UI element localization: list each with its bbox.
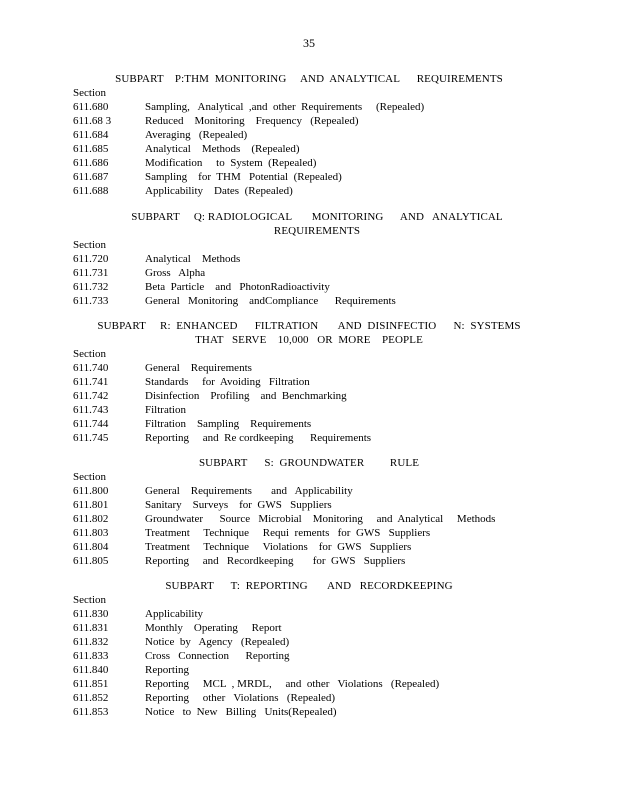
section-number: 611.802: [73, 513, 109, 525]
list-item: [0, 280, 618, 294]
section-label: Section: [73, 471, 106, 483]
section-number: 611.731: [73, 267, 109, 279]
section-number: 611.853: [73, 706, 109, 718]
section-title: General Requirements: [145, 362, 252, 374]
section-number: 611.740: [73, 362, 109, 374]
section-title: Gross Alpha: [145, 267, 206, 279]
section-title: Sanitary Surveys for GWS Suppliers: [145, 499, 332, 511]
section-title: Reporting other Violations (Repealed): [145, 692, 336, 704]
section-title: Analytical Methods (Repealed): [145, 143, 300, 155]
section-title: Applicability: [145, 608, 204, 620]
section-number: 611.832: [73, 636, 109, 648]
section-title: Disinfection Profiling and Benchmarking: [145, 390, 347, 402]
section-number: 611.831: [73, 622, 109, 634]
section-title: Notice by Agency (Repealed): [145, 636, 290, 648]
section-label-row: [0, 86, 618, 100]
section-title: Groundwater Source Microbial Monitoring and Analytical Methods: [145, 513, 496, 525]
list-item: [0, 156, 618, 170]
section-number: 611.805: [73, 555, 109, 567]
list-item: [0, 100, 618, 114]
section-title: Sampling for THM Potential (Repealed): [145, 171, 342, 183]
section-label: Section: [73, 239, 106, 251]
list-item: [0, 431, 618, 445]
list-item: [0, 621, 618, 635]
section-title: Treatment Technique Violations for GWS Suppliers: [145, 541, 412, 553]
subpart-r-heading-continued: THAT SERVE 10,000 OR MORE PEOPLE: [195, 334, 423, 346]
section-number: 611.804: [73, 541, 109, 553]
section-label-row: [0, 470, 618, 484]
section-title: Notice to New Billing Units(Repealed): [145, 706, 337, 718]
section-number: 611.743: [73, 404, 109, 416]
section-title: Treatment Technique Requi rements for GWS Suppliers: [145, 527, 431, 539]
list-item: [0, 663, 618, 677]
subpart-s: [0, 456, 618, 568]
section-title: Modification to System (Repealed): [145, 157, 317, 169]
section-title: Beta Particle and PhotonRadioactivity: [145, 281, 330, 293]
section-number: 611.742: [73, 390, 109, 402]
subpart-q-heading-continued: REQUIREMENTS: [273, 225, 361, 237]
subpart-p-heading: SUBPART P:THM MONITORING AND ANALYTICAL REQUIREMENTS: [115, 73, 503, 85]
section-title: Filtration: [145, 404, 186, 416]
subpart-q-heading: SUBPART Q: RADIOLOGICAL MONITORING AND ANALYTICAL: [131, 211, 503, 223]
subpart-p: [0, 72, 618, 198]
section-number: 611.800: [73, 485, 109, 497]
section-number: 611.684: [73, 129, 109, 141]
section-label: Section: [73, 348, 106, 360]
list-item: [0, 607, 618, 621]
section-title: Reduced Monitoring Frequency (Repealed): [145, 115, 359, 127]
section-number: 611.852: [73, 692, 109, 704]
page-number: 35: [303, 36, 315, 50]
subpart-t-heading: SUBPART T: REPORTING AND RECORDKEEPING: [165, 580, 453, 592]
section-title: Averaging (Repealed): [145, 129, 248, 141]
section-number: 611.688: [73, 185, 109, 197]
subpart-s-heading: SUBPART S: GROUNDWATER RULE: [198, 457, 420, 469]
list-item: [0, 142, 618, 156]
list-item: [0, 417, 618, 431]
subpart-q: [0, 210, 618, 308]
section-title: Analytical Methods: [145, 253, 241, 265]
section-number: 611.851: [73, 678, 109, 690]
section-title: Standards for Avoiding Filtration: [145, 376, 310, 388]
list-item: [0, 266, 618, 280]
list-item: [0, 526, 618, 540]
subpart-t: [0, 579, 618, 719]
section-label-row: [0, 593, 618, 607]
section-label-row: [0, 238, 618, 252]
section-number: 611.745: [73, 432, 109, 444]
list-item: [0, 375, 618, 389]
section-title: Sampling, Analytical ,and other Requirements (Repealed): [145, 101, 425, 113]
section-title: General Requirements and Applicability: [145, 485, 353, 497]
section-number: 611.833: [73, 650, 109, 662]
list-item: [0, 294, 618, 308]
list-item: [0, 252, 618, 266]
section-title: Reporting: [145, 664, 189, 676]
list-item: [0, 498, 618, 512]
list-item: [0, 170, 618, 184]
section-number: 611.801: [73, 499, 109, 511]
section-number: 611.803: [73, 527, 109, 539]
list-item: [0, 540, 618, 554]
section-number: 611.686: [73, 157, 109, 169]
list-item: [0, 484, 618, 498]
list-item: [0, 677, 618, 691]
subpart-r: [0, 319, 618, 445]
section-title: General Monitoring andCompliance Requirements: [145, 295, 396, 307]
list-item: [0, 705, 618, 719]
list-item: [0, 361, 618, 375]
list-item: [0, 403, 618, 417]
section-number: 611.687: [73, 171, 109, 183]
list-item: [0, 554, 618, 568]
list-item: [0, 128, 618, 142]
section-label-row: [0, 347, 618, 361]
section-number: 611.732: [73, 281, 109, 293]
list-item: [0, 389, 618, 403]
section-title: Reporting and Re cordkeeping Requirements: [145, 432, 372, 444]
list-item: [0, 114, 618, 128]
section-number: 611.733: [73, 295, 109, 307]
section-title: Reporting MCL , MRDL, and other Violations (Repealed): [145, 678, 440, 690]
section-number: 611.840: [73, 664, 109, 676]
section-number: 611.744: [73, 418, 109, 430]
list-item: [0, 635, 618, 649]
section-number: 611.68 3: [73, 115, 112, 127]
section-title: Applicability Dates (Repealed): [145, 185, 293, 197]
list-item: [0, 649, 618, 663]
section-title: Cross Connection Reporting: [145, 650, 290, 662]
section-title: Monthly Operating Report: [145, 622, 282, 634]
section-number: 611.741: [73, 376, 109, 388]
list-item: [0, 512, 618, 526]
section-number: 611.720: [73, 253, 109, 265]
list-item: [0, 184, 618, 198]
subpart-r-heading: SUBPART R: ENHANCED FILTRATION AND DISINFECTIO N: SYSTEMS: [97, 320, 521, 332]
section-number: 611.680: [73, 101, 109, 113]
section-number: 611.685: [73, 143, 109, 155]
section-label: Section: [73, 87, 106, 99]
section-label: Section: [73, 594, 106, 606]
list-item: [0, 691, 618, 705]
section-title: Reporting and Recordkeeping for GWS Suppliers: [145, 555, 406, 567]
section-title: Filtration Sampling Requirements: [145, 418, 312, 430]
section-number: 611.830: [73, 608, 109, 620]
